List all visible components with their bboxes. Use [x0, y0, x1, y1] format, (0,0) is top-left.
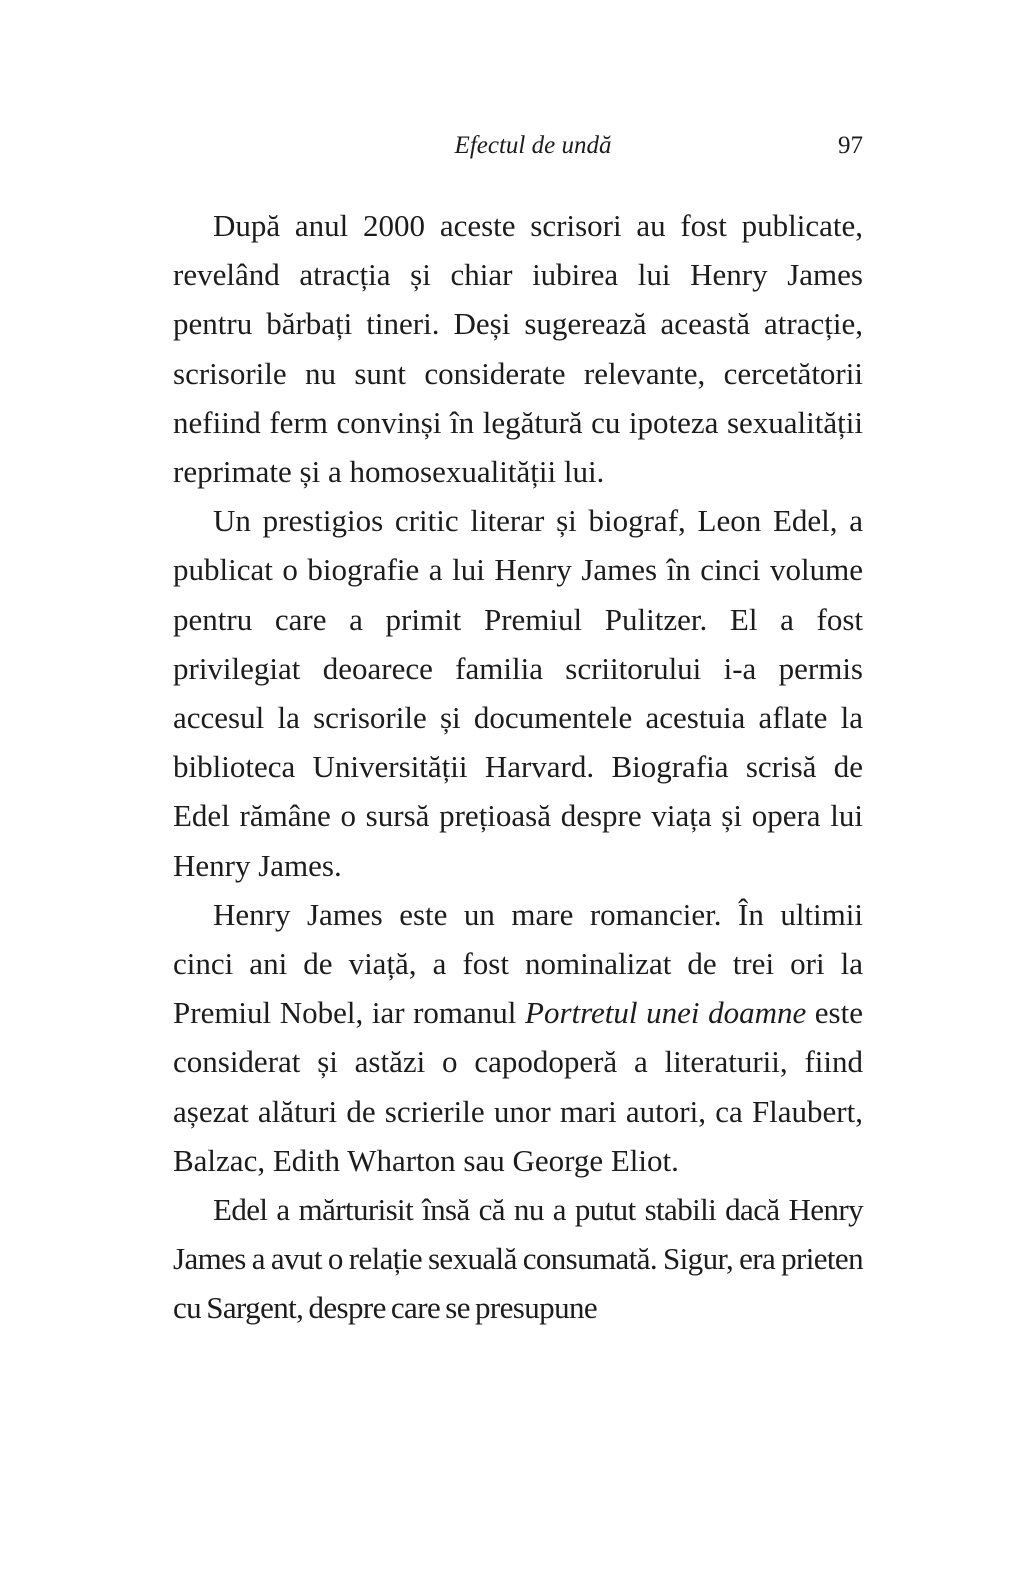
paragraph-3-text-before: Henry James este un mare romancier. În ultimii cinci ani de viață, a fost nominalizat de trei ori la Premiul Nobel, iar romanul — [173, 896, 863, 1031]
paragraph-1: După anul 2000 aceste scrisori au fost publicate, revelând atracția și chiar iubirea lui Henry James pentru bărbați tineri. Deși sugerează această atracție, scrisorile nu sunt considerate relevante, cercetătorii nefiind ferm convinși în legătură cu ipoteza sexualității reprimate și a homosexualității lui. — [173, 208, 863, 490]
running-title: Efectul de undă — [454, 132, 612, 159]
running-head — [173, 128, 863, 164]
paragraph-3 — [173, 890, 863, 1185]
body-text — [173, 201, 863, 1333]
book-title: Portretul unei doamne — [525, 995, 807, 1031]
paragraph-4: Edel a mărturisit însă că nu a putut stabili dacă Henry James a avut o relație sexuală consumată. Sigur, era prieten cu Sargent, despre care se presupune — [173, 1192, 863, 1326]
paragraph-3-text-after: este considerat și astăzi o capodoperă a literaturii, fiind așezat alături de scrierile unor mari autori, ca Flaubert, Balzac, Edith Wharton sau George Eliot. — [173, 995, 863, 1178]
paragraph-2: Un prestigios critic literar și biograf, Leon Edel, a publicat o biografie a lui Henry James în cinci volume pentru care a primit Premiul Pulitzer. El a fost privilegiat deoarece familia scriitorului i-a permis accesul la scrisorile și documentele acestuia aflate la biblioteca Universității Harvard. Biografia scrisă de Edel rămâne o sursă prețioasă despre viața și opera lui Henry James. — [173, 503, 863, 883]
page-number: 97 — [838, 132, 863, 159]
